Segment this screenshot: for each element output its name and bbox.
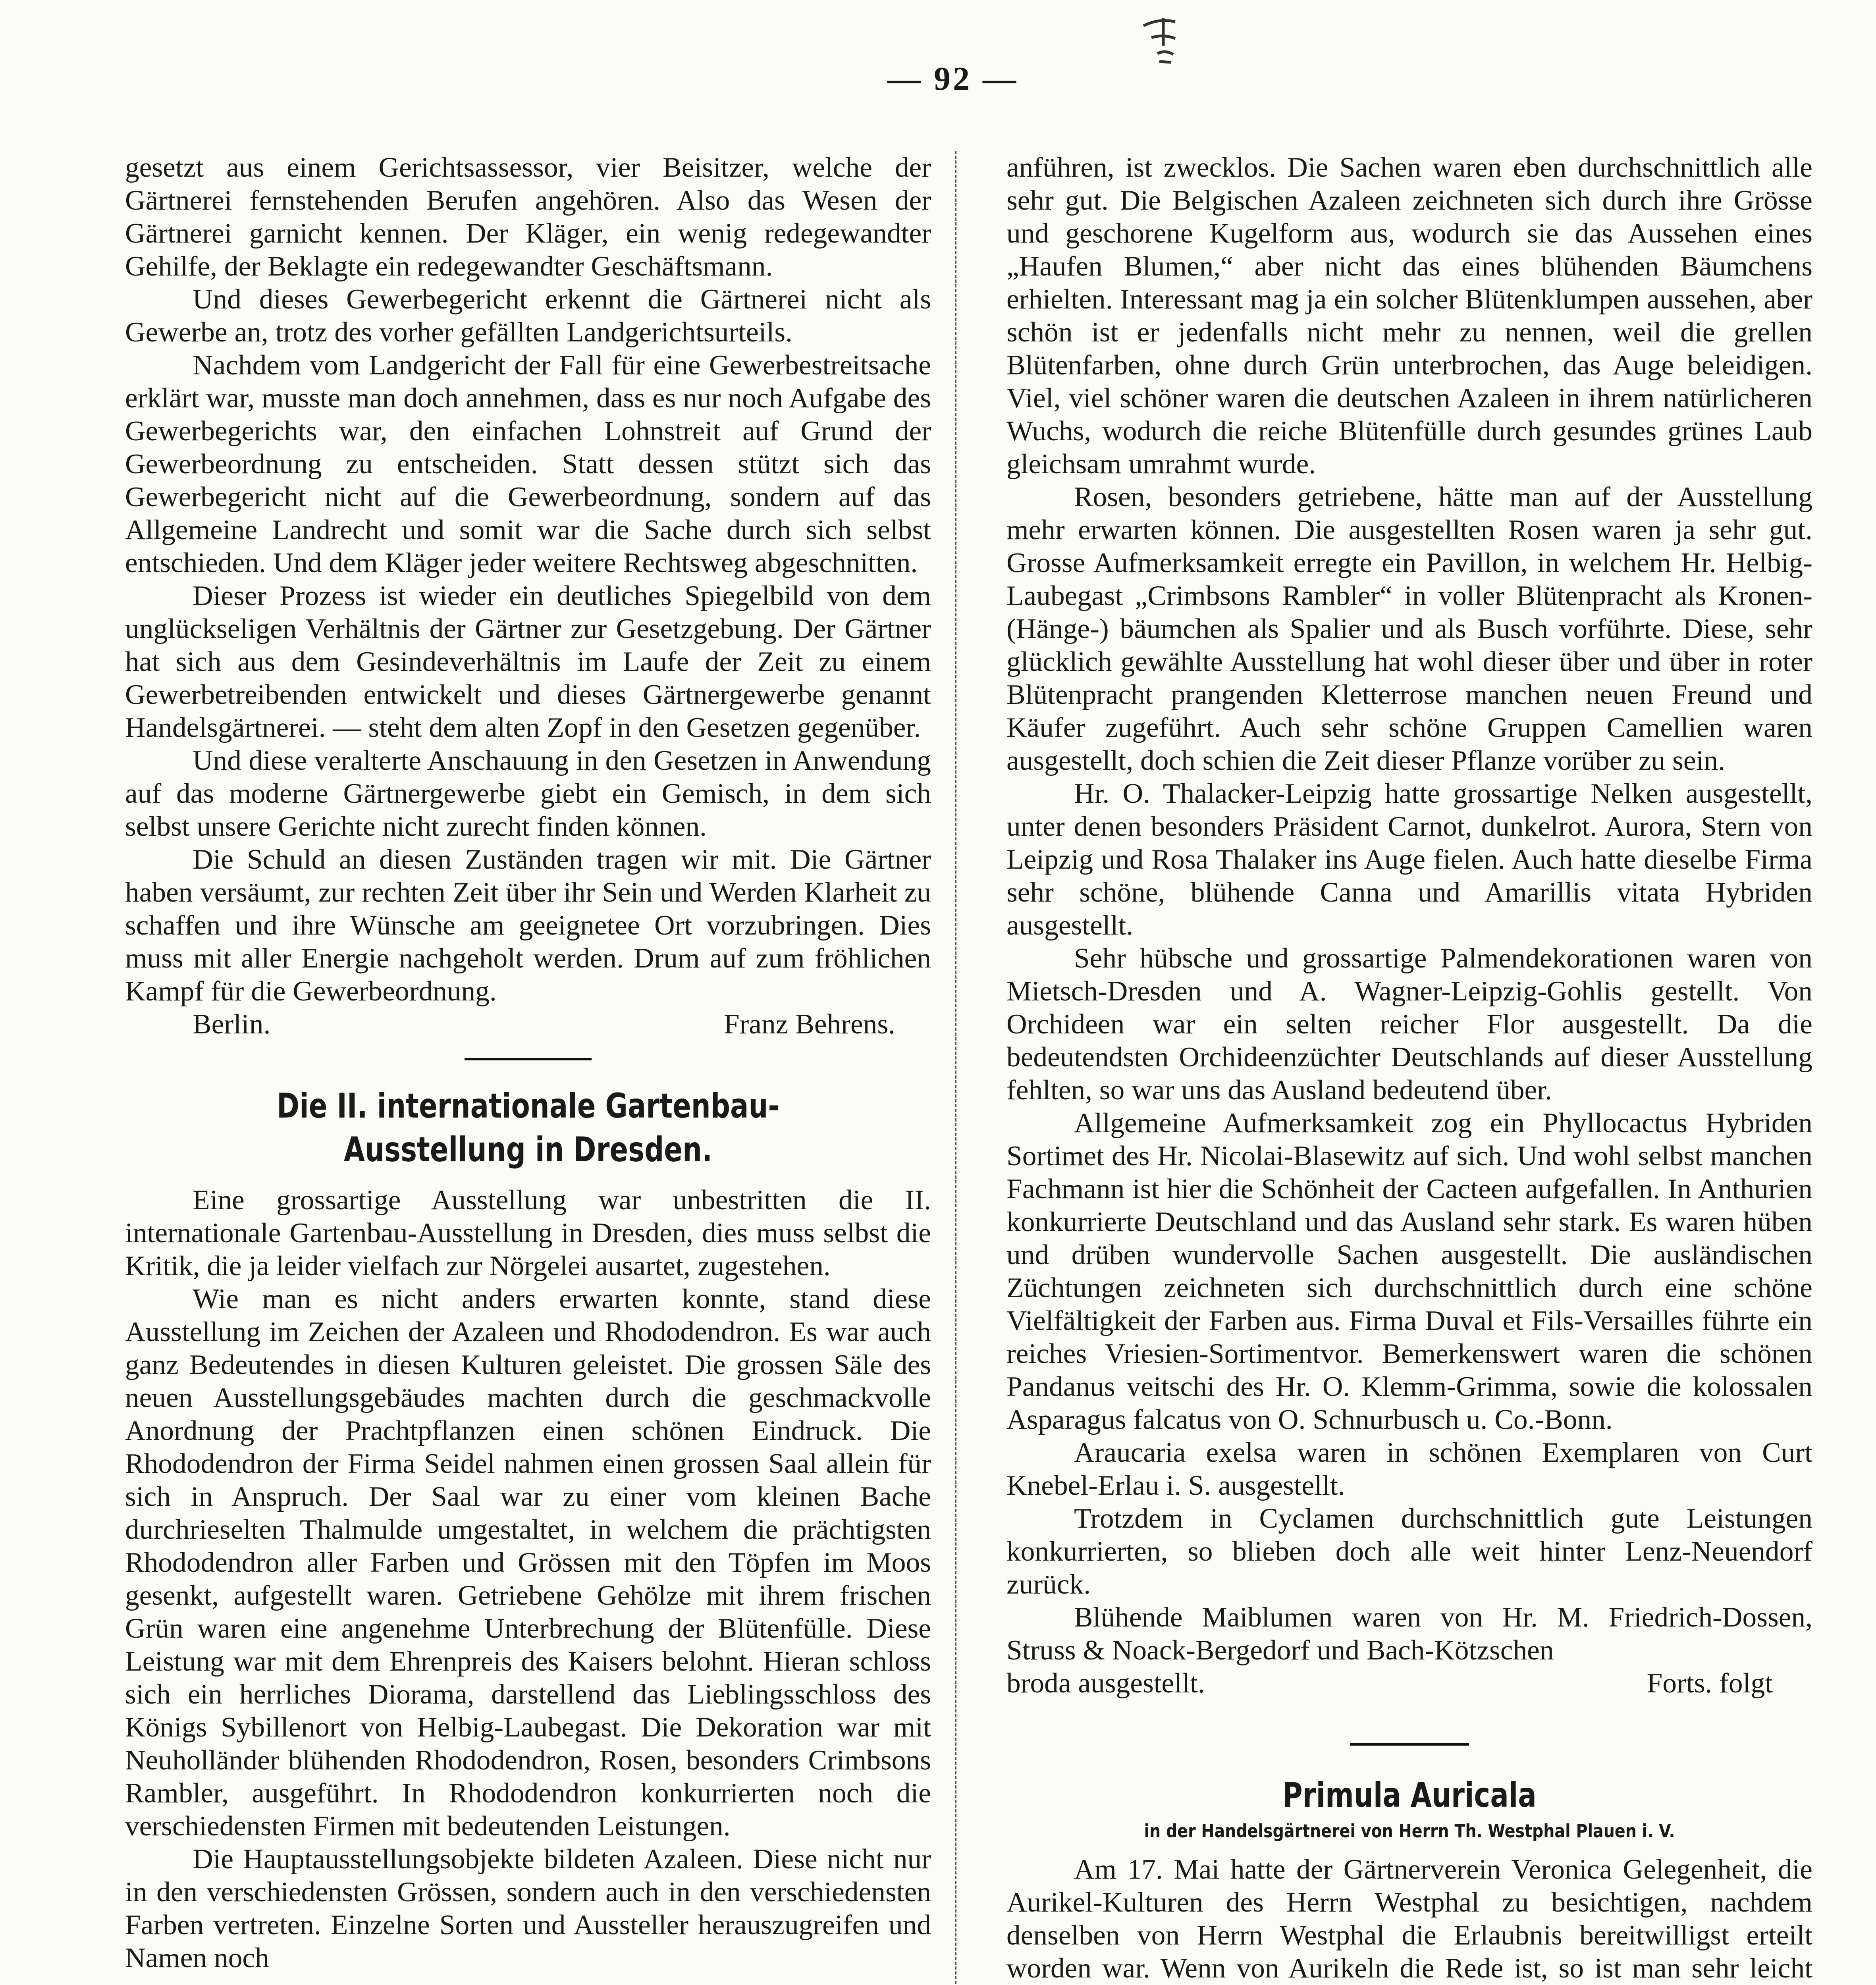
right-column (1006, 151, 1812, 1985)
continued-note: Forts. folgt (1647, 1667, 1773, 1699)
page-number: — 92 — (887, 60, 1018, 97)
printer-ornament-icon (1136, 10, 1191, 69)
continued-line (1006, 1667, 1812, 1700)
paragraph-end: broda ausgestellt. (1006, 1667, 1205, 1699)
paragraph: Hr. O. Thalacker-Leipzig hatte grossartige Nelken ausgestellt, unter denen besonders Präsident Carnot, dunkelrot. Aurora, Stern von Leipzig und Rosa Thalaker ins Auge fielen. Auch hatte dieselbe Firma sehr schöne, blühende Canna und Amarillis vitata Hybriden ausgestellt. (1006, 778, 1812, 941)
paragraph-maiblumen: Blühende Maiblumen waren von Hr. M. Friedrich-Dossen, Struss & Noack-Bergedorf und Bach-Kötzschen (1006, 1601, 1812, 1666)
signature-place: Berlin. (193, 1008, 271, 1040)
left-column (125, 151, 931, 1974)
article-title: Primula Auricala (1282, 1775, 1537, 1815)
article-subtitle: in der Handelsgärtnerei von Herrn Th. Westphal Plauen i. V. (1144, 1820, 1675, 1842)
paragraph: Allgemeine Aufmerksamkeit zog ein Phyllocactus Hybriden Sortimet des Hr. Nicolai-Blasewitz auf sich. Und wohl selbst manchen Fachmann ist hier die Schönheit der Cacteen aufgefallen. In Anthurien konkurrierte Deutschland und das Ausland sehr stark. Es waren hüben und drüben wundervolle Sachen ausgestellt. Die ausländischen Züchtungen zeichneten sich durchschnittlich durch eine schöne Vielfältigkeit der Farben aus. Firma Duval et Fils-Versailles führte ein reiches Vriesien-Sortimentvor. Bemerkenswert waren die schönen Pandanus veitschi des Hr. O. Klemm-Grimma, sowie die kolossalen Asparagus falcatus von O. Schnurbusch u. Co.-Bonn. (1006, 1107, 1812, 1435)
section-divider (1350, 1743, 1469, 1746)
paragraph: Rosen, besonders getriebene, hätte man auf der Ausstellung mehr erwarten können. Die ausgestellten Rosen waren ja sehr gut. Grosse Aufmerksamkeit erregte ein Pavillon, in welchem Hr. Helbig-Laubegast „Crimbsons Rambler“ in voller Blütenpracht als Kronen- (Hänge-) bäumchen als Spalier und als Busch vorführte. Diese, sehr glücklich gewählte Ausstellung hat wohl dieser über und über in roter Blütenpracht prangenden Kletterrose manchen neuen Freund und Käufer zugeführt. Auch sehr schöne Gruppen Camellien waren ausgestellt, doch schien die Zeit dieser Pflanze vorüber zu sein. (1006, 481, 1812, 776)
column-divider (955, 151, 956, 1985)
paragraph: Eine grossartige Ausstellung war unbestritten die II. internationale Gartenbau-Ausstellung in Dresden, dies muss selbst die Kritik, die ja leider vielfach zur Nörgelei ausartet, zugestehen. (125, 1184, 931, 1282)
paragraph: Und dieses Gewerbegericht erkennt die Gärtnerei nicht als Gewerbe an, trotz des vorher gefällten Landgerichtsurteils. (125, 283, 931, 348)
paragraph: Die Schuld an diesen Zuständen tragen wir mit. Die Gärtner haben versäumt, zur rechten Zeit über ihr Sein und Werden Klarheit zu schaffen und ihre Wünsche am geeignetee Ort vorzubringen. Dies muss mit aller Energie nachgeholt werden. Drum auf zum fröhlichen Kampf für die Gewerbeordnung. (125, 844, 931, 1007)
paragraph: Trotzdem in Cyclamen durchschnittlich gute Leistungen konkurrierten, so blieben doch alle weit hinter Lenz-Neuendorf zurück. (1006, 1503, 1812, 1600)
paragraph: Nachdem vom Landgericht der Fall für eine Gewerbestreitsache erklärt war, musste man doch annehmen, dass es nur noch Aufgabe des Gewerbegerichts war, den einfachen Lohnstreit auf Grund der Gewerbeordnung zu entscheiden. Statt dessen stützt sich das Gewerbegericht nicht auf die Gewerbeordnung, sondern auf das Allgemeine Landrecht und somit war die Sache durch sich selbst entschieden. Und dem Kläger jeder weitere Rechtsweg abgeschnitten. (125, 349, 931, 578)
paragraph: Wie man es nicht anders erwarten konnte, stand diese Ausstellung im Zeichen der Azaleen und Rhododendron. Es war auch ganz Bedeutendes in diesen Kulturen geleistet. Die grossen Säle des neuen Ausstellungsgebäudes machten durch die geschmackvolle Anordnung der Prachtpflanzen einen schönen Eindruck. Die Rhododendron der Firma Seidel nahmen einen grossen Saal allein für sich in Anspruch. Der Saal war zu einer vom kleinen Bache durchrieselten Thalmulde umgestaltet, in welchem die prächtigsten Rhododendron aller Farben und Grössen mit den Töpfen im Moos gesenkt, aufgestellt waren. Getriebene Gehölze mit ihrem frischen Grün waren eine angenehme Unterbrechung der Blütenfülle. Diese Leistung war mit dem Ehrenpreis des Kaisers belohnt. Hieran schloss sich ein herrliches Diorama, darstellend das Lieblingsschloss des Königs Sybillenort von Helbig-Laubegast. Die Dekoration war mit Neuholländer blühenden Rhododendron, Rosen, besonders Crimbsons Rambler, ausgeführt. In Rhododendron konkurrierten noch die verschiedensten Firmen mit bedeutenden Leistungen. (125, 1283, 931, 1842)
paragraph: Und diese veralterte Anschauung in den Gesetzen in Anwendung auf das moderne Gärtnergewerbe giebt ein Gemisch, in dem sich selbst unsere Gerichte nicht zurecht finden können. (125, 745, 931, 842)
paragraph: gesetzt aus einem Gerichtsassessor, vier Beisitzer, welche der Gärtnerei fernstehenden Berufen angehören. Also das Wesen der Gärtnerei garnicht kennen. Der Kläger, ein wenig redegewandter Gehilfe, der Beklagte ein redegewandter Geschäftsmann. (125, 152, 931, 282)
article-title: Die II. internationale Gartenbau-Ausstellung in Dresden. (277, 1086, 779, 1170)
paragraph: Dieser Prozess ist wieder ein deutliches Spiegelbild von dem unglückseligen Verhältnis der Gärtner zur Gesetzgebung. Der Gärtner hat sich aus dem Gesindeverhältnis im Laufe der Zeit zu einem Gewerbetreibenden entwickelt und dieses Gärtnergewerbe genannt Handelsgärtnerei. — steht dem alten Zopf in den Gesetzen gegenüber. (125, 580, 931, 743)
paragraph: anführen, ist zwecklos. Die Sachen waren eben durchschnittlich alle sehr gut. Die Belgischen Azaleen zeichneten sich durch ihre Grösse und geschorene Kugelform aus, wodurch sie das Aussehen eines „Haufen Blumen,“ aber nicht das eines blühenden Bäumchens erhielten. Interessant mag ja ein solcher Blütenklumpen aussehen, aber schön ist er jedenfalls nicht mehr zu nennen, weil die grellen Blütenfarben, ohne durch Grün unterbrochen, das Auge beleidigen. Viel, viel schöner waren die deutschen Azaleen in ihrem natürlicheren Wuchs, wodurch die reiche Blütenfülle durch gesundes grünes Laub gleichsam umrahmt wurde. (1006, 152, 1812, 480)
paragraph: Am 17. Mai hatte der Gärtnerverein Veronica Gelegenheit, die Aurikel-Kulturen des Herrn Westphal zu besichtigen, nachdem denselben von Herrn Westphal die Erlaubnis bereitwilligst erteilt worden war. Wenn von Aurikeln die Rede ist, so ist man sehr leicht (1006, 1854, 1812, 1984)
author-name: Franz Behrens. (723, 1008, 895, 1040)
signature-line (125, 1008, 931, 1041)
paragraph: Araucaria exelsa waren in schönen Exemplaren von Curt Knebel-Erlau i. S. ausgestellt. (1006, 1437, 1812, 1501)
paragraph: Sehr hübsche und grossartige Palmendekorationen waren von Mietsch-Dresden und A. Wagner-Leipzig-Gohlis gestellt. Von Orchideen war ein selten reicher Flor ausgestellt. Da die bedeutendsten Orchideenzüchter Deutschlands auf dieser Ausstellung fehlten, so war uns das Ausland bedeutend über. (1006, 942, 1812, 1106)
section-divider (465, 1058, 592, 1060)
paragraph: Die Hauptausstellungsobjekte bildeten Azaleen. Diese nicht nur in den verschiedensten Grössen, sondern auch in den verschiedensten Farben vertreten. Einzelne Sorten und Aussteller herauszugreifen und Namen noch (125, 1843, 931, 1973)
